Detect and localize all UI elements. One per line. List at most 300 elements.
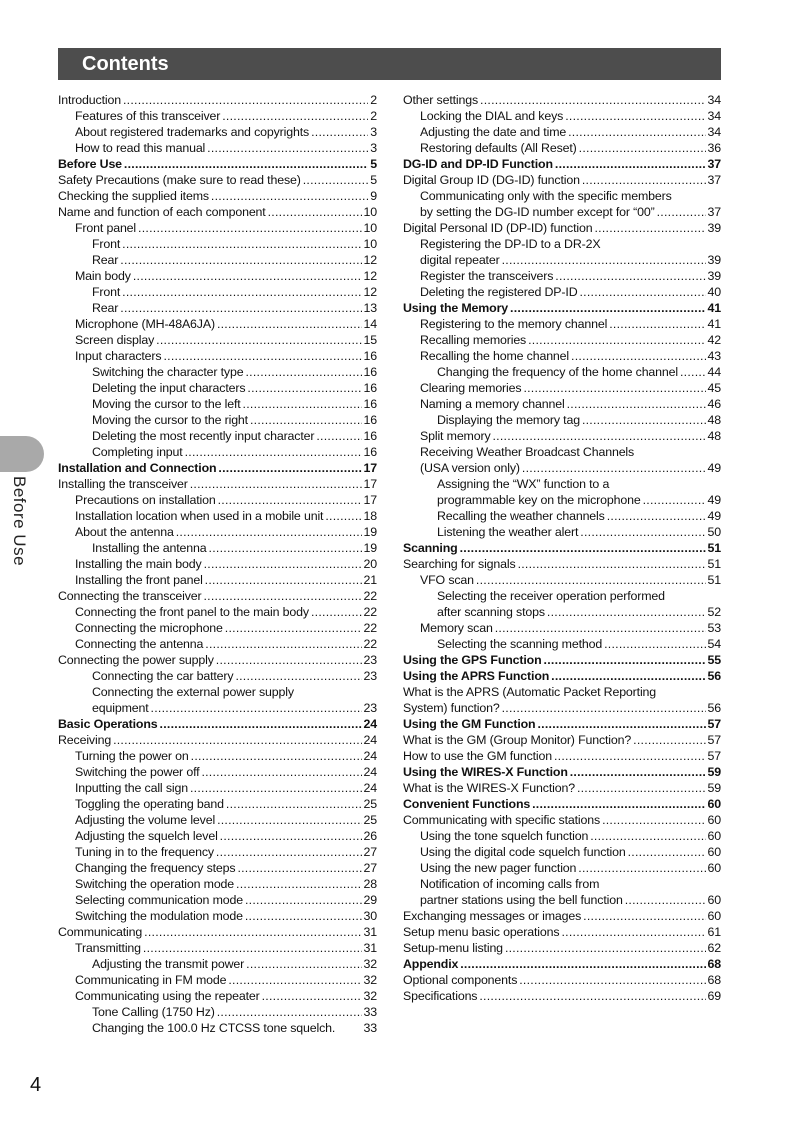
toc-entry[interactable] [58, 860, 377, 876]
toc-dot-leader [502, 252, 706, 268]
toc-entry[interactable] [58, 876, 377, 892]
toc-entry-title: partner stations using the bell function [420, 893, 623, 907]
toc-dot-leader [303, 172, 369, 188]
toc-dot-leader [176, 524, 362, 540]
toc-dot-leader [523, 380, 705, 396]
toc-entry-title: Checking the supplied items [58, 189, 209, 203]
toc-entry[interactable] [58, 828, 377, 844]
toc-entry-title: Specifications [403, 989, 478, 1003]
toc-entry-title: Adjusting the squelch level [75, 829, 218, 843]
toc-entry[interactable] [58, 348, 377, 364]
toc-entry-page: 40 [707, 285, 721, 299]
toc-entry-page: 60 [707, 861, 721, 875]
toc-entry-page: 13 [363, 301, 377, 315]
toc-entry-title: Convenient Functions [403, 797, 531, 811]
toc-entry-page: 37 [707, 157, 721, 171]
toc-entry-page: 57 [707, 749, 721, 763]
toc-entry[interactable] [58, 940, 377, 956]
toc-dot-leader [325, 508, 361, 524]
toc-entry[interactable] [403, 828, 721, 844]
toc-entry-page: 45 [707, 381, 721, 395]
toc-entry-title: after scanning stops [437, 605, 545, 619]
toc-entry[interactable] [58, 316, 377, 332]
toc-dot-leader [604, 636, 705, 652]
toc-dot-leader [201, 764, 361, 780]
toc-entry[interactable] [403, 732, 721, 748]
toc-dot-leader [226, 796, 362, 812]
toc-entry[interactable] [403, 172, 721, 188]
toc-dot-leader [191, 748, 362, 764]
toc-entry-page: 19 [363, 541, 377, 555]
toc-entry-page: 41 [707, 317, 721, 331]
toc-dot-leader [250, 412, 362, 428]
toc-entry[interactable] [403, 476, 721, 492]
toc-entry-page: 23 [363, 653, 377, 667]
toc-entry[interactable] [403, 572, 721, 588]
toc-entry[interactable] [58, 988, 377, 1004]
toc-entry-page: 5 [370, 173, 377, 187]
toc-entry-page: 24 [363, 781, 377, 795]
toc-entry[interactable] [58, 428, 377, 444]
toc-entry-title: Turning the power on [75, 749, 189, 763]
toc-entry[interactable] [403, 460, 721, 476]
toc-entry[interactable] [403, 668, 721, 684]
toc-entry-title: Adjusting the date and time [420, 125, 567, 139]
toc-entry-page: 2 [370, 109, 377, 123]
toc-entry-title: Optional components [403, 973, 518, 987]
page-number: 4 [30, 1074, 42, 1096]
toc-dot-leader [211, 188, 368, 204]
toc-entry-page: 60 [707, 909, 721, 923]
toc-entry[interactable] [58, 1004, 377, 1020]
toc-entry-page: 32 [363, 957, 377, 971]
toc-entry[interactable] [403, 284, 721, 300]
toc-right-column [403, 92, 721, 1004]
toc-entry-title: DG-ID and DP-ID Function [403, 157, 553, 171]
toc-entry-title: Basic Operations [58, 717, 158, 731]
toc-dot-leader [316, 428, 361, 444]
toc-entry-title: Transmitting [75, 941, 141, 955]
toc-entry[interactable] [58, 732, 377, 748]
toc-dot-leader [657, 204, 706, 220]
toc-entry[interactable] [58, 124, 377, 140]
toc-entry[interactable] [58, 540, 377, 556]
toc-entry[interactable] [403, 236, 721, 252]
toc-entry[interactable] [58, 156, 377, 172]
toc-entry[interactable] [58, 140, 377, 156]
toc-entry[interactable] [58, 412, 377, 428]
toc-entry-title: Selecting communication mode [75, 893, 243, 907]
toc-entry-title: Main body [75, 269, 131, 283]
toc-dot-leader [565, 108, 705, 124]
toc-entry-title: Scanning [403, 541, 458, 555]
toc-entry-title: System) function? [403, 701, 500, 715]
toc-entry-title: What is the GM (Group Monitor) Function? [403, 733, 632, 747]
toc-entry-title: Using the tone squelch function [420, 829, 589, 843]
toc-entry-title: About registered trademarks and copyrights [75, 125, 310, 139]
toc-entry-page: 59 [707, 781, 721, 795]
toc-entry-title: Switching the operation mode [75, 877, 235, 891]
toc-entry-title: Recalling the weather channels [437, 509, 605, 523]
toc-entry-page: 3 [370, 141, 377, 155]
toc-entry-page: 34 [707, 109, 721, 123]
toc-entry[interactable] [58, 780, 377, 796]
toc-dot-leader [205, 572, 362, 588]
toc-entry-title: Tuning in to the frequency [75, 845, 214, 859]
toc-entry[interactable] [58, 764, 377, 780]
toc-entry[interactable] [58, 1020, 377, 1036]
toc-entry[interactable] [403, 748, 721, 764]
toc-dot-leader [580, 524, 705, 540]
toc-entry[interactable] [403, 876, 721, 892]
toc-dot-leader [532, 796, 705, 812]
toc-entry-title: by setting the DG-ID number except for “00” [420, 205, 655, 219]
toc-dot-leader [555, 156, 706, 172]
toc-entry[interactable] [58, 444, 377, 460]
toc-entry-title: Installing the transceiver [58, 477, 188, 491]
toc-entry[interactable] [58, 108, 377, 124]
toc-entry-page: 16 [363, 349, 377, 363]
toc-dot-leader [204, 588, 362, 604]
toc-entry-title: What is the APRS (Automatic Packet Reporting [403, 685, 657, 699]
toc-entry-page: 14 [363, 317, 377, 331]
toc-entry-title: Using the new pager function [420, 861, 577, 875]
toc-entry[interactable] [58, 796, 377, 812]
toc-entry[interactable] [403, 124, 721, 140]
toc-entry-page: 43 [707, 349, 721, 363]
toc-entry-title: Using the Memory [403, 301, 509, 315]
toc-entry-title: Completing input [92, 445, 183, 459]
toc-entry-page: 17 [363, 477, 377, 491]
toc-entry[interactable] [403, 972, 721, 988]
toc-entry-title: Displaying the memory tag [437, 413, 580, 427]
toc-entry[interactable] [403, 316, 721, 332]
toc-entry-title: Screen display [75, 333, 155, 347]
toc-entry[interactable] [58, 972, 377, 988]
toc-entry[interactable] [403, 940, 721, 956]
toc-dot-leader [143, 940, 362, 956]
toc-entry-page: 23 [363, 701, 377, 715]
toc-entry-page: 60 [707, 845, 721, 859]
toc-entry-page: 34 [707, 93, 721, 107]
toc-dot-leader [123, 92, 368, 108]
toc-entry[interactable] [58, 620, 377, 636]
toc-entry-page: 24 [363, 765, 377, 779]
toc-entry[interactable] [58, 652, 377, 668]
toc-entry[interactable] [403, 332, 721, 348]
toc-entry[interactable] [403, 508, 721, 524]
toc-entry-title: Changing the 100.0 Hz CTCSS tone squelch. [92, 1021, 336, 1035]
toc-entry[interactable] [58, 380, 377, 396]
toc-dot-leader [583, 908, 705, 924]
toc-entry[interactable] [58, 748, 377, 764]
toc-entry[interactable] [58, 220, 377, 236]
toc-entry-title: Assigning the “WX” function to a [437, 477, 610, 491]
toc-entry[interactable] [403, 860, 721, 876]
toc-entry[interactable] [403, 620, 721, 636]
toc-entry[interactable] [403, 524, 721, 540]
toc-entry-page: 30 [363, 909, 377, 923]
toc-dot-leader [493, 428, 706, 444]
toc-entry[interactable] [403, 716, 721, 732]
toc-entry-title: Connecting the external power supply [92, 685, 294, 699]
toc-entry[interactable] [58, 252, 377, 268]
toc-entry-page: 54 [707, 637, 721, 651]
toc-entry[interactable] [58, 684, 377, 700]
toc-entry-page: 68 [707, 973, 721, 987]
toc-entry-page: 61 [707, 925, 721, 939]
toc-dot-leader [537, 716, 705, 732]
toc-entry[interactable] [58, 508, 377, 524]
toc-dot-leader [505, 940, 706, 956]
toc-dot-leader [216, 652, 362, 668]
toc-entry[interactable] [403, 348, 721, 364]
toc-dot-leader [518, 556, 706, 572]
toc-entry[interactable] [403, 924, 721, 940]
toc-entry-page: 26 [363, 829, 377, 843]
toc-entry-title: How to use the GM function [403, 749, 552, 763]
toc-dot-leader [245, 908, 362, 924]
toc-entry-title: Using the GM Function [403, 717, 536, 731]
toc-dot-leader [243, 396, 362, 412]
toc-entry-page: 28 [363, 877, 377, 891]
toc-entry[interactable] [58, 588, 377, 604]
toc-entry-title: Selecting the scanning method [437, 637, 603, 651]
toc-entry[interactable] [403, 268, 721, 284]
toc-entry-page: 9 [370, 189, 377, 203]
toc-dot-leader [235, 668, 361, 684]
toc-entry-title: Switching the modulation mode [75, 909, 243, 923]
toc-entry[interactable] [403, 252, 721, 268]
toc-entry-title: Other settings [403, 93, 479, 107]
toc-entry[interactable] [403, 364, 721, 380]
toc-entry[interactable] [403, 412, 721, 428]
toc-entry[interactable] [403, 988, 721, 1004]
toc-entry[interactable] [58, 668, 377, 684]
toc-entry[interactable] [403, 380, 721, 396]
toc-entry[interactable] [403, 796, 721, 812]
toc-dot-leader [120, 252, 361, 268]
toc-entry-page: 41 [707, 301, 721, 315]
toc-entry[interactable] [403, 684, 721, 700]
toc-entry[interactable] [403, 108, 721, 124]
toc-dot-leader [571, 348, 705, 364]
toc-entry-page: 24 [363, 749, 377, 763]
toc-dot-leader [590, 828, 705, 844]
toc-dot-leader [205, 636, 361, 652]
toc-entry-page: 69 [707, 989, 721, 1003]
toc-entry[interactable] [58, 844, 377, 860]
toc-entry-page: 68 [707, 957, 721, 971]
toc-dot-leader [460, 956, 705, 972]
toc-entry-page: 22 [363, 605, 377, 619]
toc-entry[interactable] [403, 540, 721, 556]
toc-entry[interactable] [403, 604, 721, 620]
toc-entry-title: Appendix [403, 957, 459, 971]
toc-entry[interactable] [58, 92, 377, 108]
toc-entry-page: 25 [363, 813, 377, 827]
toc-entry[interactable] [58, 636, 377, 652]
toc-dot-leader [594, 220, 705, 236]
toc-entry-page: 37 [707, 173, 721, 187]
toc-entry[interactable] [58, 908, 377, 924]
toc-entry[interactable] [403, 780, 721, 796]
toc-entry[interactable] [58, 812, 377, 828]
section-tab-label: Before Use [10, 476, 29, 567]
toc-entry-page: 60 [707, 813, 721, 827]
toc-entry-title: Before Use [58, 157, 122, 171]
toc-entry-page: 49 [707, 509, 721, 523]
toc-entry[interactable] [403, 204, 721, 220]
toc-entry-title: Setup menu basic operations [403, 925, 560, 939]
toc-dot-leader [245, 364, 361, 380]
toc-entry[interactable] [403, 492, 721, 508]
toc-dot-leader [554, 748, 706, 764]
toc-dot-leader [220, 828, 362, 844]
toc-entry-title: Installing the antenna [92, 541, 207, 555]
toc-entry-title: Input characters [75, 349, 162, 363]
toc-dot-leader [190, 780, 362, 796]
toc-entry-title: Digital Group ID (DG-ID) function [403, 173, 580, 187]
toc-entry-page: 22 [363, 589, 377, 603]
toc-entry[interactable] [403, 188, 721, 204]
toc-entry-page: 53 [707, 621, 721, 635]
toc-dot-leader [133, 268, 362, 284]
toc-entry[interactable] [58, 460, 377, 476]
toc-entry-title: About the antenna [75, 525, 174, 539]
toc-entry-title: Using the digital code squelch function [420, 845, 626, 859]
toc-entry-page: 21 [363, 573, 377, 587]
toc-entry-title: Receiving Weather Broadcast Channels [420, 445, 635, 459]
toc-entry-page: 57 [707, 733, 721, 747]
toc-entry[interactable] [403, 636, 721, 652]
toc-entry[interactable] [58, 492, 377, 508]
toc-entry[interactable] [58, 172, 377, 188]
toc-entry[interactable] [58, 716, 377, 732]
toc-entry-page: 16 [363, 429, 377, 443]
toc-dot-leader [246, 956, 361, 972]
toc-dot-leader [185, 444, 362, 460]
toc-entry-title: Communicating only with the specific members [420, 189, 672, 203]
toc-entry-page: 16 [363, 445, 377, 459]
toc-entry[interactable] [403, 428, 721, 444]
toc-entry-title: Connecting the car battery [92, 669, 234, 683]
toc-entry-page: 16 [363, 381, 377, 395]
toc-left-column [58, 92, 377, 1036]
toc-entry[interactable] [58, 332, 377, 348]
toc-entry-page: 46 [707, 397, 721, 411]
toc-entry-page: 39 [707, 253, 721, 267]
toc-entry[interactable] [58, 892, 377, 908]
toc-entry-page: 5 [370, 157, 377, 171]
toc-entry[interactable] [58, 268, 377, 284]
toc-entry[interactable] [403, 156, 721, 172]
toc-entry-page: 25 [363, 797, 377, 811]
toc-entry[interactable] [403, 956, 721, 972]
toc-entry-title: Split memory [420, 429, 491, 443]
toc-entry[interactable] [403, 300, 721, 316]
toc-entry-title: Communicating in FM mode [75, 973, 227, 987]
toc-entry-page: 49 [707, 461, 721, 475]
toc-entry[interactable] [58, 556, 377, 572]
toc-dot-leader [262, 988, 362, 1004]
toc-entry[interactable] [403, 92, 721, 108]
toc-entry-page: 32 [363, 989, 377, 1003]
toc-entry[interactable] [403, 588, 721, 604]
toc-entry[interactable] [403, 892, 721, 908]
toc-entry-title: Clearing memories [420, 381, 522, 395]
toc-entry-title: Searching for signals [403, 557, 516, 571]
toc-entry[interactable] [58, 924, 377, 940]
toc-dot-leader [138, 220, 361, 236]
toc-entry-title: Restoring defaults (All Reset) [420, 141, 577, 155]
toc-dot-leader [204, 556, 362, 572]
toc-entry[interactable] [58, 236, 377, 252]
toc-dot-leader [217, 812, 361, 828]
toc-entry[interactable] [58, 604, 377, 620]
toc-entry[interactable] [403, 220, 721, 236]
toc-entry[interactable] [403, 700, 721, 716]
toc-entry-page: 50 [707, 525, 721, 539]
toc-entry[interactable] [403, 140, 721, 156]
toc-dot-leader [582, 412, 706, 428]
toc-entry-page: 55 [707, 653, 721, 667]
toc-entry[interactable] [403, 812, 721, 828]
toc-entry[interactable] [58, 284, 377, 300]
toc-entry[interactable] [58, 204, 377, 220]
toc-dot-leader [236, 876, 361, 892]
toc-dot-leader [625, 892, 706, 908]
toc-entry[interactable] [58, 396, 377, 412]
toc-dot-leader [547, 604, 706, 620]
toc-entry[interactable] [403, 444, 721, 460]
toc-entry-page: 48 [707, 429, 721, 443]
toc-entry[interactable] [58, 956, 377, 972]
toc-entry[interactable] [403, 764, 721, 780]
toc-entry[interactable] [58, 572, 377, 588]
toc-dot-leader [113, 732, 361, 748]
toc-entry[interactable] [58, 300, 377, 316]
toc-entry-title: Toggling the operating band [75, 797, 224, 811]
toc-entry-title: (USA version only) [420, 461, 520, 475]
toc-entry-page: 15 [363, 333, 377, 347]
toc-entry-title: Deleting the registered DP-ID [420, 285, 578, 299]
toc-entry[interactable] [403, 652, 721, 668]
toc-entry-page: 23 [363, 669, 377, 683]
toc-entry-page: 2 [370, 93, 377, 107]
toc-entry[interactable] [403, 556, 721, 572]
toc-entry-title: Naming a memory channel [420, 397, 565, 411]
toc-dot-leader [218, 460, 361, 476]
toc-entry[interactable] [58, 188, 377, 204]
toc-entry[interactable] [403, 908, 721, 924]
toc-dot-leader [160, 716, 362, 732]
toc-entry-title: Deleting the most recently input character [92, 429, 315, 443]
toc-entry[interactable] [403, 396, 721, 412]
toc-entry-title: equipment [92, 701, 149, 715]
toc-entry-page: 12 [363, 253, 377, 267]
toc-entry-page: 32 [363, 973, 377, 987]
toc-dot-leader [570, 764, 706, 780]
toc-entry-page: 57 [707, 717, 721, 731]
toc-entry[interactable] [58, 364, 377, 380]
toc-dot-leader [217, 1004, 362, 1020]
toc-entry[interactable] [58, 524, 377, 540]
toc-entry[interactable] [58, 476, 377, 492]
toc-entry-title: Front panel [75, 221, 137, 235]
toc-entry[interactable] [58, 700, 377, 716]
toc-entry[interactable] [403, 844, 721, 860]
